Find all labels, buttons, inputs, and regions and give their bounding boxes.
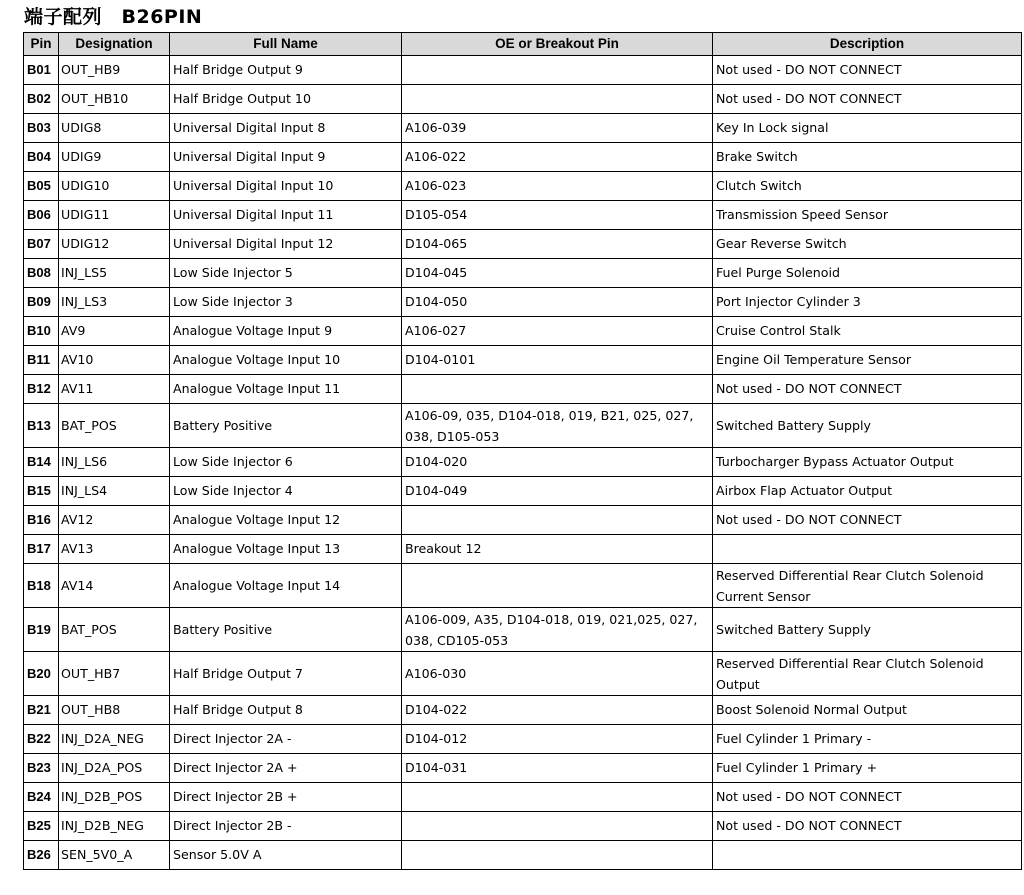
- table-row: [24, 696, 1022, 725]
- full-name-cell: Low Side Injector 3: [170, 288, 402, 317]
- oe-breakout-cell: [402, 841, 713, 870]
- table-row: [24, 143, 1022, 172]
- oe-breakout-cell: D104-0101: [402, 346, 713, 375]
- description-cell: Clutch Switch: [713, 172, 1022, 201]
- description-cell: Not used - DO NOT CONNECT: [713, 812, 1022, 841]
- description-cell: [713, 841, 1022, 870]
- designation-cell: UDIG12: [59, 230, 170, 259]
- full-name-cell: Low Side Injector 4: [170, 477, 402, 506]
- pin-cell: B26: [24, 841, 59, 870]
- designation-cell: OUT_HB7: [59, 652, 170, 696]
- description-cell: Fuel Cylinder 1 Primary +: [713, 754, 1022, 783]
- oe-breakout-cell: A106-027: [402, 317, 713, 346]
- designation-cell: INJ_LS6: [59, 448, 170, 477]
- pin-cell: B22: [24, 725, 59, 754]
- full-name-cell: Analogue Voltage Input 10: [170, 346, 402, 375]
- full-name-cell: Half Bridge Output 10: [170, 85, 402, 114]
- pin-cell: B25: [24, 812, 59, 841]
- oe-breakout-cell: Breakout 12: [402, 535, 713, 564]
- pin-cell: B09: [24, 288, 59, 317]
- pin-cell: B03: [24, 114, 59, 143]
- oe-breakout-cell: D104-045: [402, 259, 713, 288]
- description-cell: Fuel Purge Solenoid: [713, 259, 1022, 288]
- table-row: [24, 114, 1022, 143]
- description-cell: Key In Lock signal: [713, 114, 1022, 143]
- oe-breakout-cell: [402, 56, 713, 85]
- pin-table: [23, 32, 1022, 870]
- pin-cell: B05: [24, 172, 59, 201]
- pin-cell: B06: [24, 201, 59, 230]
- designation-cell: BAT_POS: [59, 404, 170, 448]
- oe-breakout-cell: D104-031: [402, 754, 713, 783]
- designation-cell: UDIG10: [59, 172, 170, 201]
- table-row: [24, 754, 1022, 783]
- description-cell: Reserved Differential Rear Clutch Solenoid Current Sensor: [713, 564, 1022, 608]
- table-row: [24, 812, 1022, 841]
- designation-cell: INJ_LS3: [59, 288, 170, 317]
- designation-cell: OUT_HB9: [59, 56, 170, 85]
- designation-cell: SEN_5V0_A: [59, 841, 170, 870]
- full-name-cell: Universal Digital Input 8: [170, 114, 402, 143]
- table-row: [24, 56, 1022, 85]
- pin-cell: B10: [24, 317, 59, 346]
- designation-cell: OUT_HB8: [59, 696, 170, 725]
- table-row: [24, 201, 1022, 230]
- designation-cell: AV9: [59, 317, 170, 346]
- pin-cell: B16: [24, 506, 59, 535]
- designation-cell: INJ_D2B_NEG: [59, 812, 170, 841]
- full-name-cell: Half Bridge Output 8: [170, 696, 402, 725]
- pin-cell: B01: [24, 56, 59, 85]
- description-cell: [713, 535, 1022, 564]
- designation-cell: INJ_LS5: [59, 259, 170, 288]
- pin-cell: B11: [24, 346, 59, 375]
- table-row: [24, 448, 1022, 477]
- table-row: [24, 477, 1022, 506]
- full-name-cell: Low Side Injector 6: [170, 448, 402, 477]
- table-row: [24, 317, 1022, 346]
- table-row: [24, 652, 1022, 696]
- pin-cell: B08: [24, 259, 59, 288]
- designation-cell: OUT_HB10: [59, 85, 170, 114]
- full-name-cell: Half Bridge Output 9: [170, 56, 402, 85]
- table-row: [24, 841, 1022, 870]
- description-cell: Switched Battery Supply: [713, 608, 1022, 652]
- designation-cell: INJ_D2B_POS: [59, 783, 170, 812]
- pin-cell: B12: [24, 375, 59, 404]
- description-cell: Boost Solenoid Normal Output: [713, 696, 1022, 725]
- full-name-cell: Battery Positive: [170, 608, 402, 652]
- designation-cell: INJ_D2A_POS: [59, 754, 170, 783]
- pin-cell: B15: [24, 477, 59, 506]
- full-name-cell: Universal Digital Input 11: [170, 201, 402, 230]
- pin-cell: B02: [24, 85, 59, 114]
- header-oe-breakout-pin: OE or Breakout Pin: [402, 33, 713, 56]
- description-cell: Not used - DO NOT CONNECT: [713, 85, 1022, 114]
- oe-breakout-cell: D105-054: [402, 201, 713, 230]
- designation-cell: UDIG9: [59, 143, 170, 172]
- oe-breakout-cell: [402, 85, 713, 114]
- pin-cell: B13: [24, 404, 59, 448]
- pin-cell: B14: [24, 448, 59, 477]
- table-row: [24, 783, 1022, 812]
- full-name-cell: Analogue Voltage Input 11: [170, 375, 402, 404]
- table-row: [24, 346, 1022, 375]
- full-name-cell: Direct Injector 2B -: [170, 812, 402, 841]
- header-pin: Pin: [24, 33, 59, 56]
- full-name-cell: Analogue Voltage Input 13: [170, 535, 402, 564]
- pin-cell: B19: [24, 608, 59, 652]
- table-body: [24, 56, 1022, 870]
- header-designation: Designation: [59, 33, 170, 56]
- description-cell: Port Injector Cylinder 3: [713, 288, 1022, 317]
- full-name-cell: Direct Injector 2A +: [170, 754, 402, 783]
- oe-breakout-cell: A106-022: [402, 143, 713, 172]
- description-cell: Transmission Speed Sensor: [713, 201, 1022, 230]
- description-cell: Brake Switch: [713, 143, 1022, 172]
- description-cell: Not used - DO NOT CONNECT: [713, 506, 1022, 535]
- header-full-name: Full Name: [170, 33, 402, 56]
- pin-cell: B18: [24, 564, 59, 608]
- oe-breakout-cell: [402, 812, 713, 841]
- table-row: [24, 535, 1022, 564]
- designation-cell: AV12: [59, 506, 170, 535]
- table-row: [24, 85, 1022, 114]
- table-row: [24, 375, 1022, 404]
- oe-breakout-cell: A106-039: [402, 114, 713, 143]
- full-name-cell: Half Bridge Output 7: [170, 652, 402, 696]
- designation-cell: AV10: [59, 346, 170, 375]
- description-cell: Switched Battery Supply: [713, 404, 1022, 448]
- table-row: [24, 506, 1022, 535]
- oe-breakout-cell: A106-09, 035, D104-018, 019, B21, 025, 027, 038, D105-053: [402, 404, 713, 448]
- designation-cell: AV14: [59, 564, 170, 608]
- header-description: Description: [713, 33, 1022, 56]
- description-cell: Not used - DO NOT CONNECT: [713, 56, 1022, 85]
- oe-breakout-cell: [402, 375, 713, 404]
- pin-cell: B20: [24, 652, 59, 696]
- designation-cell: INJ_LS4: [59, 477, 170, 506]
- pin-cell: B21: [24, 696, 59, 725]
- designation-cell: INJ_D2A_NEG: [59, 725, 170, 754]
- table-row: [24, 259, 1022, 288]
- pin-cell: B23: [24, 754, 59, 783]
- designation-cell: AV13: [59, 535, 170, 564]
- full-name-cell: Low Side Injector 5: [170, 259, 402, 288]
- oe-breakout-cell: A106-009, A35, D104-018, 019, 021,025, 027, 038, CD105-053: [402, 608, 713, 652]
- oe-breakout-cell: D104-020: [402, 448, 713, 477]
- full-name-cell: Analogue Voltage Input 12: [170, 506, 402, 535]
- full-name-cell: Direct Injector 2A -: [170, 725, 402, 754]
- designation-cell: BAT_POS: [59, 608, 170, 652]
- table-header-row: [24, 33, 1022, 56]
- full-name-cell: Direct Injector 2B +: [170, 783, 402, 812]
- description-cell: Gear Reverse Switch: [713, 230, 1022, 259]
- oe-breakout-cell: D104-050: [402, 288, 713, 317]
- table-row: [24, 172, 1022, 201]
- designation-cell: UDIG11: [59, 201, 170, 230]
- table-row: [24, 608, 1022, 652]
- pin-cell: B04: [24, 143, 59, 172]
- oe-breakout-cell: [402, 506, 713, 535]
- pin-cell: B07: [24, 230, 59, 259]
- description-cell: Reserved Differential Rear Clutch Solenoid Output: [713, 652, 1022, 696]
- table-row: [24, 404, 1022, 448]
- oe-breakout-cell: D104-065: [402, 230, 713, 259]
- full-name-cell: Universal Digital Input 10: [170, 172, 402, 201]
- pin-cell: B17: [24, 535, 59, 564]
- description-cell: Airbox Flap Actuator Output: [713, 477, 1022, 506]
- oe-breakout-cell: A106-030: [402, 652, 713, 696]
- designation-cell: UDIG8: [59, 114, 170, 143]
- description-cell: Not used - DO NOT CONNECT: [713, 783, 1022, 812]
- oe-breakout-cell: A106-023: [402, 172, 713, 201]
- oe-breakout-cell: [402, 564, 713, 608]
- full-name-cell: Universal Digital Input 9: [170, 143, 402, 172]
- full-name-cell: Analogue Voltage Input 9: [170, 317, 402, 346]
- table-row: [24, 564, 1022, 608]
- full-name-cell: Analogue Voltage Input 14: [170, 564, 402, 608]
- oe-breakout-cell: D104-022: [402, 696, 713, 725]
- full-name-cell: Universal Digital Input 12: [170, 230, 402, 259]
- table-row: [24, 230, 1022, 259]
- description-cell: Fuel Cylinder 1 Primary -: [713, 725, 1022, 754]
- table-row: [24, 725, 1022, 754]
- description-cell: Cruise Control Stalk: [713, 317, 1022, 346]
- oe-breakout-cell: D104-049: [402, 477, 713, 506]
- pin-cell: B24: [24, 783, 59, 812]
- table-row: [24, 288, 1022, 317]
- full-name-cell: Battery Positive: [170, 404, 402, 448]
- designation-cell: AV11: [59, 375, 170, 404]
- page-title: 端子配列 B26PIN: [24, 6, 203, 28]
- description-cell: Not used - DO NOT CONNECT: [713, 375, 1022, 404]
- oe-breakout-cell: D104-012: [402, 725, 713, 754]
- oe-breakout-cell: [402, 783, 713, 812]
- description-cell: Engine Oil Temperature Sensor: [713, 346, 1022, 375]
- description-cell: Turbocharger Bypass Actuator Output: [713, 448, 1022, 477]
- full-name-cell: Sensor 5.0V A: [170, 841, 402, 870]
